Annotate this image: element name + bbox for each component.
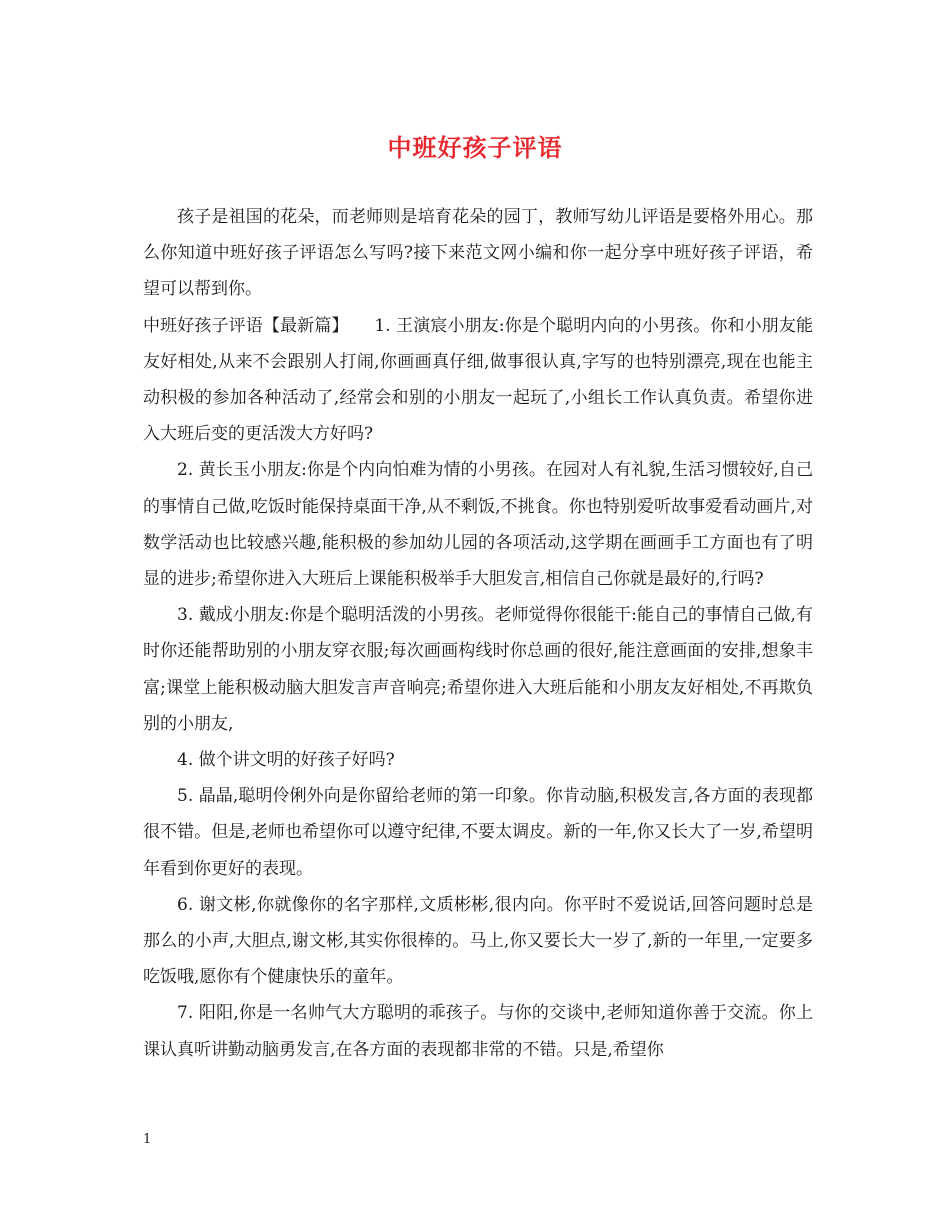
page-number: 1 [143, 1132, 152, 1147]
document-title: 中班好孩子评语 [387, 133, 563, 162]
comment-paragraph-3: 3. 戴成小朋友:你是个聪明活泼的小男孩。老师觉得你很能干:能自己的事情自己做,有时你还能帮助别的小朋友穿衣服;每次画画构线时你总画的很好,能注意画面的安排,想象丰富;课堂上能积极动脑大胆发言声音响亮;希望你进入大班后能和小朋友友好相处,不再欺负别的小朋友, [143, 605, 813, 734]
comment-paragraph-6: 6. 谢文彬,你就像你的名字那样,文质彬彬,很内向。你平时不爱说话,回答问题时总是那么的小声,大胆点,谢文彬,其实你很棒的。马上,你又要长大一岁了,新的一年里,一定要多吃饭哦,愿你有个健康快乐的童年。 [143, 894, 813, 988]
document-body [143, 199, 813, 1068]
comment-paragraph-2: 2. 黄长玉小朋友:你是个内向怕难为情的小男孩。在园对人有礼貌,生活习惯较好,自己的事情自己做,吃饭时能保持桌面干净,从不剩饭,不挑食。你也特别爱听故事爱看动画片,对数学活动也比较感兴趣,能积极的参加幼儿园的各项活动,这学期在画画手工方面也有了明显的进步;希望你进入大班后上课能积极举手大胆发言,相信自己你就是最好的,行吗? [143, 460, 813, 590]
section-heading-paragraph: 中班好孩子评语【最新篇】 1. 王演宸小朋友:你是个聪明内向的小男孩。你和小朋友能友好相处,从来不会跟别人打闹,你画画真仔细,做事很认真,字写的也特别漂亮,现在也能主动积极的参加各种活动了,经常会和别的小朋友一起玩了,小组长工作认真负责。希望你进入大班后变的更活泼大方好吗? [143, 315, 813, 445]
comment-paragraph-4: 4. 做个讲文明的好孩子好吗? [177, 750, 395, 771]
intro-paragraph: 孩子是祖国的花朵，而老师则是培育花朵的园丁，教师写幼儿评语是要格外用心。那么你知道中班好孩子评语怎么写吗?接下来范文网小编和你一起分享中班好孩子评语，希望可以帮到你。 [143, 207, 813, 300]
comment-paragraph-5: 5. 晶晶,聪明伶俐外向是你留给老师的第一印象。你肯动脑,积极发言,各方面的表现都很不错。但是,老师也希望你可以遵守纪律,不要太调皮。新的一年,你又长大了一岁,希望明年看到你更好的表现。 [143, 786, 813, 879]
comment-paragraph-7: 7. 阳阳,你是一名帅气大方聪明的乖孩子。与你的交谈中,老师知道你善于交流。你上课认真听讲勤动脑勇发言,在各方面的表现都非常的不错。只是,希望你 [143, 1003, 813, 1060]
